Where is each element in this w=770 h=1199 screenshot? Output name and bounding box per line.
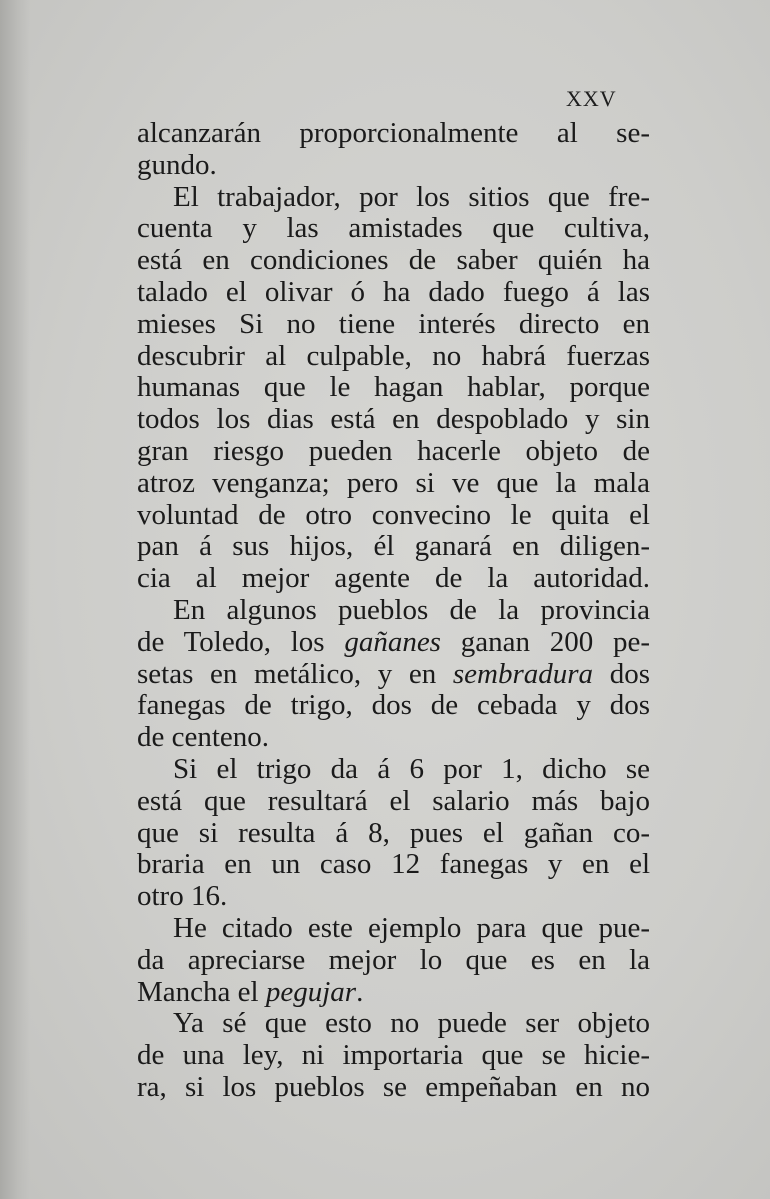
- text-segment: El trabajador, por los sitios que fre-: [173, 180, 650, 213]
- italic-term: sembradura: [452, 657, 594, 690]
- text-line: [137, 309, 650, 341]
- text-segment: Si el trigo da á 6 por 1, dicho se: [173, 752, 650, 785]
- text-line: [137, 690, 650, 722]
- text-segment: descubrir al culpable, no habrá fuerzas: [137, 339, 650, 372]
- text-segment: gundo.: [137, 148, 217, 181]
- text-line: [137, 213, 650, 245]
- text-segment: atroz venganza; pero si ve que la mala: [137, 466, 650, 499]
- text-line: [137, 531, 650, 563]
- text-segment: ganan 200 pe-: [440, 625, 650, 658]
- text-line: [137, 945, 650, 977]
- text-segment: voluntad de otro convecino le quita el: [137, 498, 650, 531]
- text-line: [137, 659, 650, 691]
- text-line: [137, 563, 650, 595]
- page-gutter-shadow: [0, 0, 30, 1199]
- text-line: [137, 977, 650, 1009]
- body-text: [137, 118, 650, 1104]
- text-line: [137, 881, 650, 913]
- text-line: [137, 913, 650, 945]
- text-segment: da apreciarse mejor lo que es en la: [137, 943, 650, 976]
- text-segment: otro 16.: [137, 880, 228, 913]
- text-segment: alcanzarán proporcionalmente al se-: [137, 117, 650, 149]
- text-line: [137, 1040, 650, 1072]
- text-line: [137, 245, 650, 277]
- text-line: [137, 118, 650, 150]
- text-segment: ra, si los pueblos se empeñaban en no: [137, 1070, 650, 1103]
- text-line: [137, 1072, 650, 1104]
- text-segment: mieses Si no tiene interés directo en: [137, 307, 650, 340]
- text-segment: de una ley, ni importaria que se hicie-: [137, 1039, 650, 1072]
- text-line: [137, 182, 650, 214]
- italic-term: pegujar: [265, 975, 357, 1008]
- text-segment: .: [356, 975, 364, 1008]
- text-segment: está que resultará el salario más bajo: [137, 784, 650, 817]
- text-line: [137, 341, 650, 373]
- text-line: [137, 1008, 650, 1040]
- text-line: [137, 627, 650, 659]
- text-segment: humanas que le hagan hablar, porque: [137, 371, 650, 404]
- text-line: [137, 404, 650, 436]
- text-line: [137, 595, 650, 627]
- text-segment: Ya sé que esto no puede ser objeto: [173, 1007, 650, 1040]
- text-segment: gran riesgo pueden hacerle objeto de: [137, 434, 650, 467]
- text-segment: He citado este ejemplo para que pue-: [173, 911, 650, 944]
- text-segment: pan á sus hijos, él ganará en diligen-: [137, 530, 650, 563]
- text-segment: setas en metálico, y en: [137, 657, 453, 690]
- text-line: [137, 500, 650, 532]
- text-segment: cuenta y las amistades que cultiva,: [137, 212, 650, 245]
- text-line: [137, 786, 650, 818]
- text-segment: En algunos pueblos de la provincia: [173, 593, 650, 626]
- running-head-page-number: XXV: [566, 86, 617, 111]
- text-line: [137, 372, 650, 404]
- text-segment: todos los dias está en despoblado y sin: [137, 403, 650, 436]
- text-line: [137, 754, 650, 786]
- italic-term: gañanes: [344, 625, 441, 658]
- text-line: [137, 150, 650, 182]
- text-segment: dos: [593, 657, 650, 690]
- text-line: [137, 818, 650, 850]
- text-segment: está en condiciones de saber quién ha: [137, 244, 650, 277]
- text-segment: talado el olivar ó ha dado fuego á las: [137, 275, 650, 308]
- text-segment: braria en un caso 12 fanegas y en el: [137, 848, 650, 881]
- text-line: [137, 468, 650, 500]
- text-segment: Mancha el: [137, 975, 266, 1008]
- text-line: [137, 277, 650, 309]
- text-line: [137, 849, 650, 881]
- text-line: [137, 436, 650, 468]
- text-segment: de centeno.: [137, 721, 270, 754]
- text-segment: que si resulta á 8, pues el gañan co-: [137, 816, 650, 849]
- text-segment: cia al mejor agente de la autoridad.: [137, 562, 650, 595]
- text-segment: fanegas de trigo, dos de cebada y dos: [137, 689, 650, 722]
- text-line: [137, 722, 650, 754]
- text-segment: de Toledo, los: [137, 625, 345, 658]
